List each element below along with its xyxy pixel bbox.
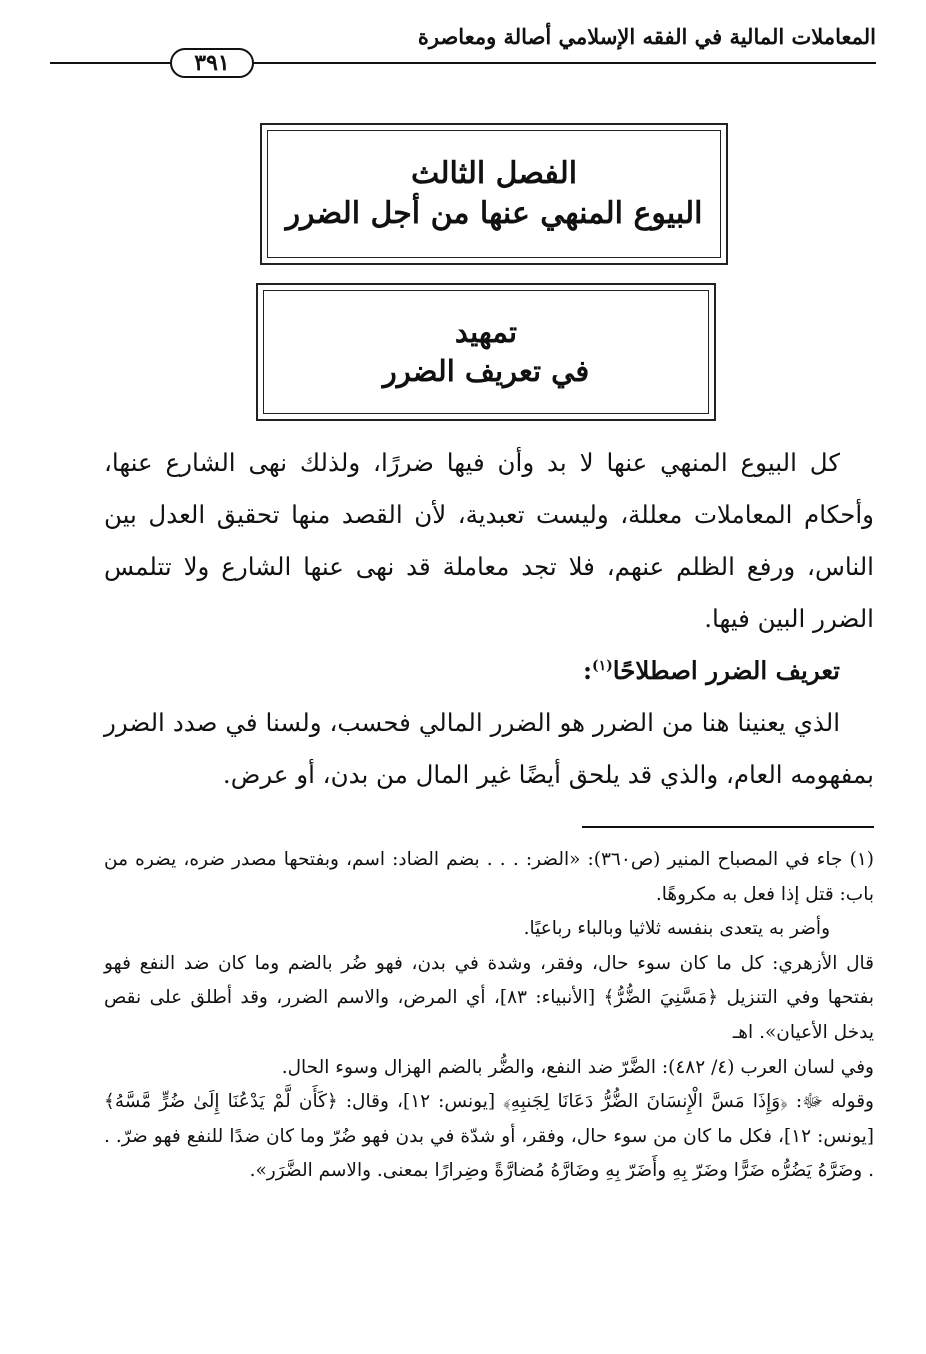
body-paragraph-1: كل البيوع المنهي عنها لا بد وأن فيها ضررًا، ولذلك نهى الشارع عنها، وأحكام المعاملات معللة، وليست تعبدية، لأن القصد منها تحقيق العدل بين الناس، ورفع الظلم عنهم، فلا تجد معاملة قد نهى عنها الشارع ولا تتلمس الضرر البين فيها. (104, 448, 874, 633)
footnote-line: وفي لسان العرب (٤/ ٤٨٢): الضَّرّ ضد النفع، والضُّر بالضم الهزال وسوء الحال. (281, 1056, 874, 1078)
subheading-text: تعريف الضرر اصطلاحًا (612, 656, 840, 685)
running-header (50, 18, 876, 76)
intro-label: تمهيد (454, 314, 518, 349)
book-title: المعاملات المالية في الفقه الإسلامي أصالة ومعاصرة (417, 24, 876, 49)
body-text (104, 437, 874, 801)
subheading-colon: : (582, 656, 593, 685)
chapter-label: الفصل الثالث (410, 155, 578, 191)
intro-title-box (256, 283, 716, 421)
section-subheading (104, 645, 874, 697)
page-number: ٣٩١ (170, 48, 254, 78)
intro-title-frame (263, 290, 709, 414)
footnote-line: (١) جاء في المصباح المنير (ص٣٦٠): «الضر: . . . بضم الضاد: اسم، وبفتحها مصدر ضره، يضره من باب: قتل إذا فعل به مكروهًا. (104, 849, 874, 905)
footnote-separator (582, 826, 874, 828)
footnote-line: قال الأزهري: كل ما كان سوء حال، وفقر، وشدة في بدن، فهو ضُر بالضم وما كان ضد النفع فهو بفتحها وفي التنزيل ﴿مَسَّنِيَ الضُّرُّ﴾ [الأنبياء: ٨٣]، أي المرض، والاسم الضرر، وقد أطلق على نقص يدخل الأعيان». اهـ (104, 952, 874, 1043)
body-paragraph-2: الذي يعنينا هنا من الضرر هو الضرر المالي فحسب، ولسنا في صدد الضرر بمفهومه العام، والذي قد يلحق أيضًا غير المال من بدن، أو عرض. (104, 708, 874, 789)
footnote-line: وقوله ﷻ: ﴿وَإِذَا مَسَّ الْإِنسَانَ الضُّرُّ دَعَانَا لِجَنبِهِ﴾ [يونس: ١٢]، وقال: ﴿كَأَن لَّمْ يَدْعُنَا إِلَىٰ ضُرٍّ مَّسَّهُ﴾ [يونس: ١٢]، فكل ما كان من سوء حال، وفقر، أو شدّة في بدن فهو ضُرّ وما كان ضدًا للنفع فهو ضرّ. . . وضَرَّهُ يَضُرُّه ضَرًّا وضَرّ بِهِ وأَضَرّ بِهِ وضَارَّهُ مُضارَّةً وضِرارًا بمعنى. والاسم الضَّرَر». (104, 1091, 874, 1182)
intro-title: في تعريف الضرر (382, 354, 590, 388)
chapter-title-frame (267, 130, 721, 258)
footnotes (104, 843, 874, 1189)
chapter-title-box (260, 123, 728, 265)
chapter-title: البيوع المنهي عنها من أجل الضرر (285, 196, 703, 231)
footnote-reference[interactable]: (١) (592, 657, 613, 674)
footnote-line: وأضر به يتعدى بنفسه ثلاثيا وبالباء رباعيًا. (523, 918, 830, 940)
